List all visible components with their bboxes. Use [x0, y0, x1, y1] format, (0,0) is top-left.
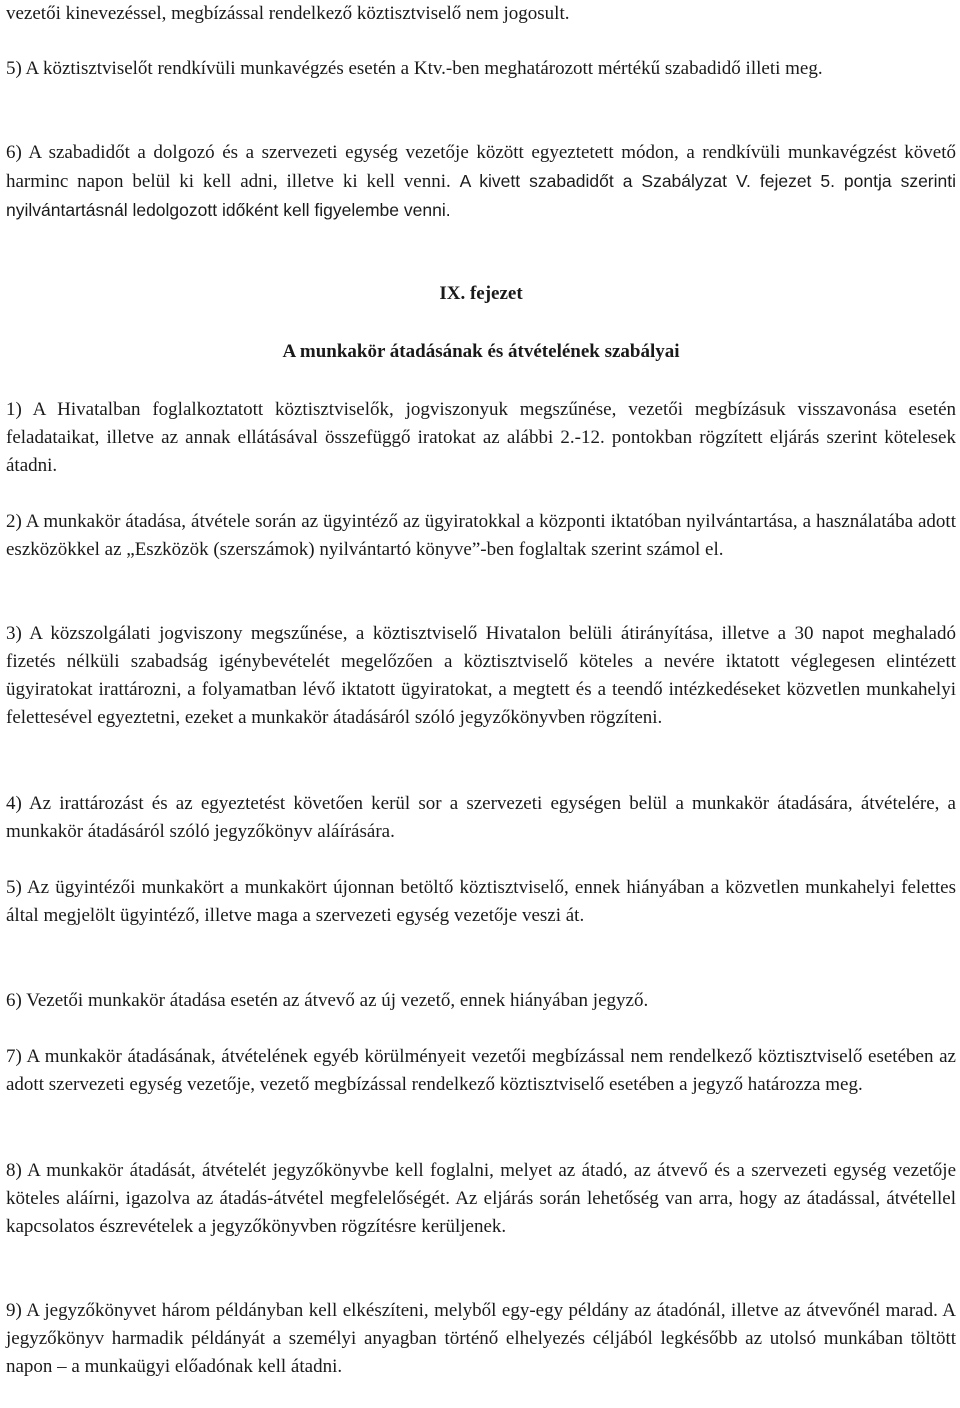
paragraph-6-part1: 6) A szabadidőt a dolgozó és a szervezeti egység vezetője között egyeztetett módon, a rendkívüli munkavégzést követő harminc napon belül ki kell adni, illetve ki kell venni. — [6, 142, 956, 192]
item-9: 9) A jegyzőkönyvet három példányban kell elkészíteni, melyből egy-egy példány az átadónál, illetve az átvevőnél marad. A jegyzőkönyv harmadik példányát a személyi anyagban történő elhelyezés céljából legkésőbb az utolsó munkában töltött napon – a munkaügyi előadónak kell átadni. — [6, 1300, 956, 1377]
item-3: 3) A közszolgálati jogviszony megszűnése, a köztisztviselő Hivatalon belüli átirányítása, illetve a 30 napot meghaladó fizetés nélküli szabadság igénybevételét megelőzően a köztisztviselő köteles a nevére iktatott véglegesen elintézett ügyiratokat irattározni, a folyamatban lévő iktatott ügyiratokat, a megtett és a teendő intézkedéseket közvetlen munkahelyi felettesével egyeztetni, ezeket a munkakör átadásáról szóló jegyzőkönyvben rögzíteni. — [6, 623, 956, 728]
item-7: 7) A munkakör átadásának, átvételének egyéb körülményeit vezetői megbízással nem rendelkező köztisztviselő esetében az adott szervezeti egység vezetője, vezető megbízással rendelkező köztisztviselő esetében a jegyző határozza meg. — [6, 1046, 956, 1095]
item-5: 5) Az ügyintézői munkakört a munkakört újonnan betöltő köztisztviselő, ennek hiányában a közvetlen munkahelyi felettes által megjelölt ügyintéző, illetve maga a szervezeti egység vezetője veszi át. — [6, 877, 956, 926]
top-fragment-paragraph: vezetői kinevezéssel, megbízással rendelkező köztisztviselő nem jogosult. — [6, 3, 570, 24]
item-8: 8) A munkakör átadását, átvételét jegyzőkönyvbe kell foglalni, melyet az átadó, az átvevő és a szervezeti egység vezetője köteles aláírni, igazolva az átadás-átvétel megfelelőségét. Az eljárás során lehetőség van arra, hogy az átadással, átvétellel kapcsolatos észrevételek a jegyzőkönyvben rögzítésre kerüljenek. — [6, 1160, 956, 1237]
item-6: 6) Vezetői munkakör átadása esetén az átvevő az új vezető, ennek hiányában jegyző. — [6, 990, 649, 1011]
item-2: 2) A munkakör átadása, átvétele során az ügyintéző az ügyiratokkal a központi iktatóban nyilvántartása, a használatába adott eszközökkel az „Eszközök (szerszámok) nyilvántartó könyve”-ben foglaltak szerint számol el. — [6, 511, 956, 560]
item-1: 1) A Hivatalban foglalkoztatott köztisztviselők, jogviszonyuk megszűnése, vezetői megbízásuk visszavonása esetén feladataikat, illetve az annak ellátásával összefüggő iratokat az alábbi 2.-12. pontokban rögzített eljárás szerint kötelesek átadni. — [6, 399, 956, 476]
paragraph-5-overtime: 5) A köztisztviselőt rendkívüli munkavégzés esetén a Ktv.-ben meghatározott mértékű szabadidő illeti meg. — [6, 58, 823, 79]
paragraph-6-overtime — [6, 139, 956, 225]
chapter-title: IX. fejezet — [439, 283, 523, 304]
paragraph-6-part2: A kivett szabadidőt a Szabályzat V. fejezet 5. pontja szerinti nyilvántartásnál ledolgozott időként kell figyelembe venni. — [6, 171, 956, 220]
item-4: 4) Az irattározást és az egyeztetést követően kerül sor a szervezeti egységen belül a munkakör átadására, átvételére, a munkakör átadásáról szóló jegyzőkönyv aláírására. — [6, 793, 956, 842]
section-title: A munkakör átadásának és átvételének szabályai — [282, 341, 680, 362]
